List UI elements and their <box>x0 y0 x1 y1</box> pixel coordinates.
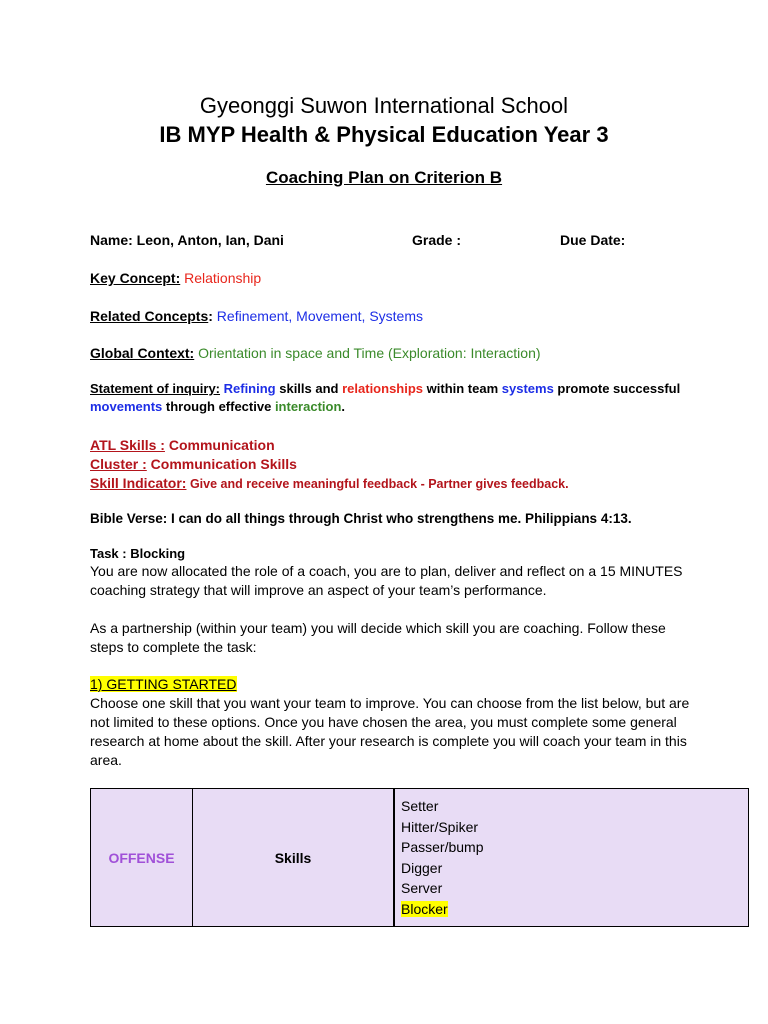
global-context <box>90 345 541 361</box>
statement-word: . <box>341 399 346 414</box>
plan-title: Coaching Plan on Criterion B <box>265 168 503 187</box>
atl-skills <box>90 437 275 453</box>
task-paragraph-1: You are now allocated the role of a coach, you are to plan, deliver and reflect on a 15 MINUTES coaching strategy that will improve an aspect of your team’s performance. <box>90 563 683 598</box>
skills-table <box>90 788 749 927</box>
course-title: IB MYP Health & Physical Education Year 3 <box>159 122 609 147</box>
statement-word: through effective <box>162 399 275 414</box>
key-concept-label: Key Concept: <box>90 270 181 286</box>
statement-line-1 <box>90 381 680 396</box>
related-concepts-colon: : <box>208 308 213 324</box>
statement-word: movements <box>90 399 163 414</box>
getting-started-text: Choose one skill that you want your team to improve. You can choose from the list below, but are not limited to these options. Once you have chosen the area, you must complete some general research at home about the skill. After your research is complete you will coach your team in this area. <box>90 695 690 768</box>
skill-indicator-label: Skill Indicator: <box>90 475 187 491</box>
statement-word: promote successful <box>553 381 681 396</box>
cluster-value: Communication Skills <box>146 456 297 472</box>
key-concept <box>90 270 261 286</box>
statement-label: Statement of inquiry: <box>90 381 221 396</box>
skill-item-blocker: Blocker <box>401 900 448 917</box>
skill-item: Digger <box>401 859 443 876</box>
statement-word: Refining <box>220 381 276 396</box>
name-label: Name: Leon, Anton, Ian, Dani <box>90 232 284 248</box>
bible-verse: Bible Verse: I can do all things through Christ who strengthens me. Philippians 4:13. <box>90 511 632 526</box>
key-concept-value: Relationship <box>180 270 262 286</box>
task-title: Task : Blocking <box>90 546 186 561</box>
statement-line-2 <box>90 399 345 414</box>
statement-word: interaction <box>274 399 342 414</box>
related-concepts-label: Related Concepts <box>90 308 209 324</box>
cluster-label: Cluster : <box>90 456 147 472</box>
atl-skills-value: Communication <box>164 437 275 453</box>
cluster <box>90 456 297 472</box>
skill-indicator <box>90 475 569 491</box>
offense-cell: OFFENSE <box>91 789 193 927</box>
atl-skills-label: ATL Skills : <box>90 437 165 453</box>
skill-item-highlighted <box>401 899 748 920</box>
statement-word: within team <box>423 381 502 396</box>
global-context-label: Global Context: <box>90 345 195 361</box>
skill-indicator-value: Give and receive meaningful feedback - Partner gives feedback. <box>186 477 569 491</box>
skill-item: Passer/bump <box>401 839 484 855</box>
task-paragraph-2: As a partnership (within your team) you will decide which skill you are coaching. Follow these steps to complete the task: <box>90 620 666 655</box>
due-date-label: Due Date: <box>560 232 626 248</box>
related-concepts <box>90 308 423 324</box>
skills-list-cell <box>394 789 749 927</box>
grade-label: Grade : <box>412 232 462 248</box>
skill-item: Setter <box>401 798 439 814</box>
getting-started-heading <box>90 676 237 692</box>
skill-item: Server <box>401 880 443 896</box>
getting-started-label: 1) GETTING STARTED <box>90 676 237 692</box>
statement-word: systems <box>501 381 554 396</box>
skills-header-cell: Skills <box>193 789 395 927</box>
statement-word: skills and <box>275 381 343 396</box>
school-title: Gyeonggi Suwon International School <box>199 93 569 118</box>
related-concepts-value: Refinement, Movement, Systems <box>212 308 423 324</box>
statement-word: relationships <box>342 381 424 396</box>
global-context-value: Orientation in space and Time (Exploration: Interaction) <box>194 345 541 361</box>
table-row <box>91 789 749 927</box>
skill-item: Hitter/Spiker <box>401 818 479 835</box>
